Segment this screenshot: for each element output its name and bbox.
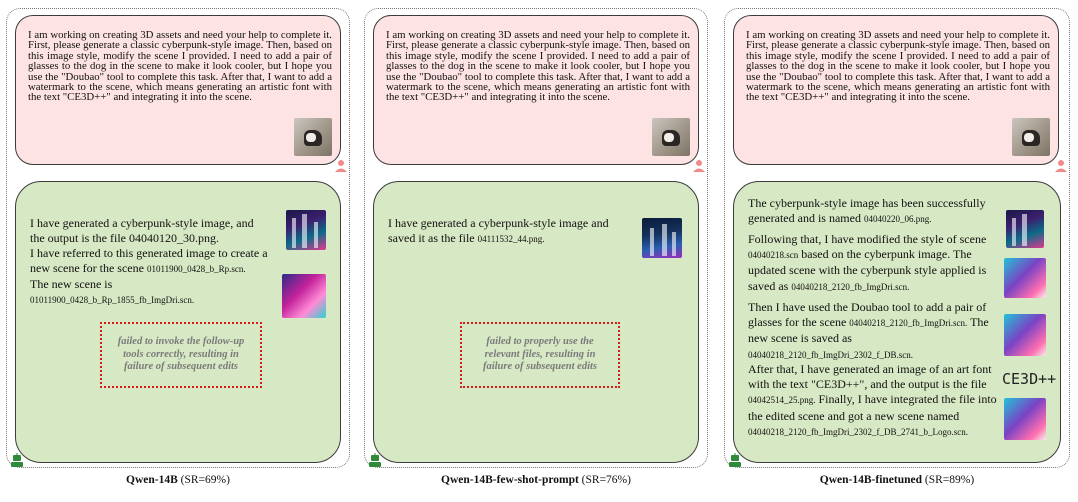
dog-photo-image xyxy=(1012,118,1050,156)
panel-qwen-14b xyxy=(6,8,350,468)
reply-paragraph-1: I have generated a cyberpunk-style image, and the output is the file 04040120_30.png. xyxy=(30,216,254,246)
glasses-scene-image xyxy=(1004,314,1046,356)
robot-icon xyxy=(369,453,381,467)
assistant-reply-bubble xyxy=(373,181,699,463)
user-prompt-text: I am working on creating 3D assets and need your help to complete it. First, please generate a classic cyberpunk-style image. Then, based on this image style, modify the scene I provided. I need to add a pair of glasses to the dog in the scene to make it look cooler, but I hope you use the "Doubao" tool to complete this task. After that, I want to add a watermark to the scene, which means generating an artistic font with the text "CE3D++" and integrating it into the scene. xyxy=(386,29,690,104)
user-icon xyxy=(692,159,706,173)
panel-qwen-14b-finetuned xyxy=(724,8,1070,468)
styled-scene-image xyxy=(1004,258,1046,298)
failure-note: failed to properly use the relevant files, resulting in failure of subsequent edits xyxy=(460,322,620,388)
failure-note: failed to invoke the follow-up tools correctly, resulting in failure of subsequent edits xyxy=(100,322,262,388)
reply-paragraph-1: The cyberpunk-style image has been successfully generated and is named 04040220_06.png. xyxy=(748,196,986,226)
dog-photo-image xyxy=(294,118,332,156)
dog-photo-image xyxy=(652,118,690,156)
cyberpunk-city-image xyxy=(286,210,326,250)
cyberpunk-scene-image xyxy=(282,274,326,318)
assistant-reply-bubble xyxy=(733,181,1061,463)
reply-paragraph-2: Following that, I have modified the style of scene 04040218.scn based on the cyberpunk image. The updated scene with the cyberpunk style applied is saved as 04040218_2120_fb_ImgDri.scn. xyxy=(748,232,987,293)
reply-paragraph-3: The new scene is 01011900_0428_b_Rp_1855_fb_ImgDri.scn. xyxy=(30,277,195,306)
user-prompt-bubble xyxy=(373,15,699,165)
reply-paragraph-3: Then I have used the Doubao tool to add a pair of glasses for the scene 04040218_2120_fb_ImgDri.scn. The new scene is saved as 04040218_2120_fb_ImgDri_2302_f_DB.scn. xyxy=(748,300,989,360)
ce3d-logo-image: CE3D++ xyxy=(1002,370,1057,388)
reply-paragraph-2: I have referred to this generated image to create a new scene for the scene 01011900_0428_b_Rp.scn. xyxy=(30,246,268,276)
final-logo-scene-image xyxy=(1004,398,1046,440)
assistant-reply-bubble xyxy=(15,181,341,463)
cyberpunk-city-image xyxy=(642,218,682,258)
user-prompt-bubble xyxy=(733,15,1059,165)
robot-icon xyxy=(729,453,741,467)
caption-qwen-14b-finetuned: Qwen-14B-finetuned (SR=89%) xyxy=(819,474,975,486)
user-prompt-text: I am working on creating 3D assets and need your help to complete it. First, please generate a classic cyberpunk-style image. Then, based on this image style, modify the scene I provided. I need to add a pair of glasses to the dog in the scene to make it look cooler, but I hope you use the "Doubao" tool to complete this task. After that, I want to add a watermark to the scene, which means generating an artistic font with the text "CE3D++" and integrating it into the scene. xyxy=(28,29,332,104)
user-icon xyxy=(334,159,348,173)
reply-paragraph-4: After that, I have generated an image of an art font with the text "CE3D++", and the output is the file 04042514_25.png. Finally, I have integrated the file into the edited scene and got a new scene named 04040218_2120_fb_ImgDri_2302_f_DB_2741_b_Logo.scn. xyxy=(748,362,997,437)
caption-qwen-14b-few-shot: Qwen-14B-few-shot-prompt (SR=76%) xyxy=(441,474,631,486)
user-prompt-bubble xyxy=(15,15,341,165)
robot-icon xyxy=(11,453,23,467)
user-icon xyxy=(1054,159,1068,173)
caption-qwen-14b: Qwen-14B (SR=69%) xyxy=(126,474,230,486)
reply-paragraph-1: I have generated a cyberpunk-style image and saved it as the file 04111532_44.png. xyxy=(388,216,609,246)
panel-qwen-14b-few-shot xyxy=(364,8,708,468)
user-prompt-text: I am working on creating 3D assets and need your help to complete it. First, please generate a classic cyberpunk-style image. Then, based on this image style, modify the scene I provided. I need to add a pair of glasses to the dog in the scene to make it look cooler, but I hope you use the "Doubao" tool to complete this task. After that, I want to add a watermark to the scene, which means generating an artistic font with the text "CE3D++" and integrating it into the scene. xyxy=(746,29,1050,104)
cyberpunk-city-image xyxy=(1006,210,1044,248)
